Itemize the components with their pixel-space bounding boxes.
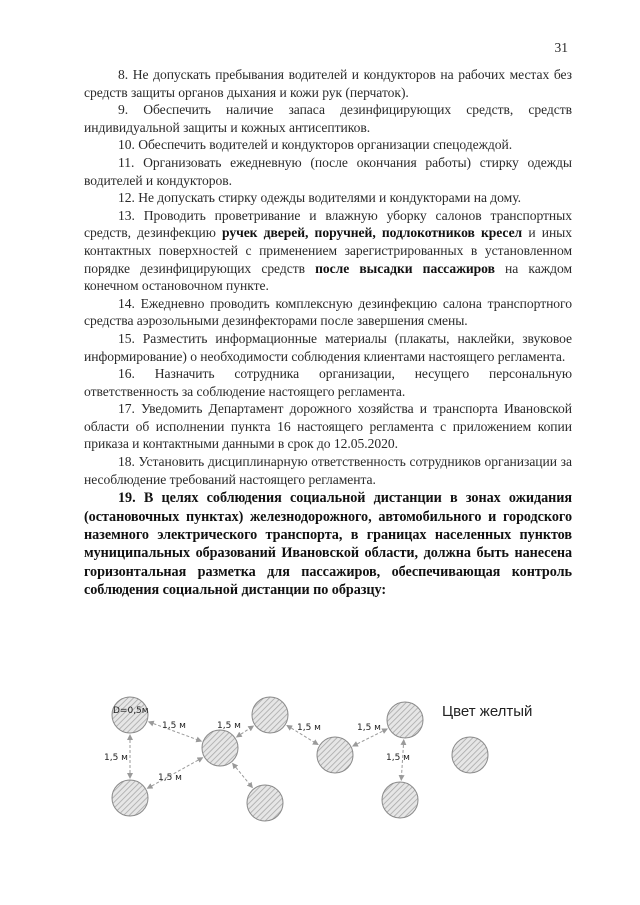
paragraph-text-segment: 17. Уведомить Департамент дорожного хозяйства и транспорта Ивановской области об исполнении пункта 16 настоящего регламента с приложением копии приказа и контактными данными в срок до 12.05.2020. <box>84 401 572 452</box>
paragraph-text-segment: ручек дверей, поручней, подлокотников кресел <box>222 225 523 241</box>
paragraph-p17 <box>84 400 572 453</box>
paragraph-text-segment: 11. Организовать ежедневную (после окончания работы) стирку одежды водителей и кондукторов. <box>84 154 572 188</box>
paragraph-p12 <box>84 189 572 207</box>
paragraph-text-segment: 15. Разместить информационные материалы (плакаты, наклейки, звуковое информирование) о необходимости соблюдения клиентами настоящего регламента. <box>84 330 572 364</box>
floor-marker-circle <box>202 730 238 766</box>
paragraph-p14 <box>84 295 572 330</box>
color-sample-marker <box>452 737 488 773</box>
paragraph-p9 <box>84 101 572 136</box>
distance-label: 1,5 м <box>357 723 381 733</box>
paragraph-text-segment: 19. В целях соблюдения социальной дистанции в зонах ожидания (остановочных пунктах) железнодорожного, автомобильного и городского наземного электрического транспорта, в границах населенных пунктов муниципальных образований Ивановской области, должна быть нанесена горизонтальная разметка для пассажиров, обеспечивающая контроль соблюдения социальной дистанции по образцу: <box>84 490 572 599</box>
paragraph-text-segment: 12. Не допускать стирку одежды водителями и кондукторами на дому. <box>118 190 521 206</box>
paragraph-p18 <box>84 453 572 488</box>
document-body <box>84 66 572 600</box>
paragraph-p19 <box>84 489 572 599</box>
paragraph-p15 <box>84 330 572 365</box>
distance-label: 1,5 м <box>104 753 128 763</box>
paragraph-p10 <box>84 136 572 154</box>
diameter-label: D=0,5м <box>113 706 149 716</box>
floor-marker-circle <box>252 697 288 733</box>
paragraph-text-segment: на каждом конечном остановочном пункте. <box>84 260 572 294</box>
distance-label: 1,5 м <box>162 721 186 731</box>
floor-marker-circle <box>317 737 353 773</box>
page-number: 31 <box>554 40 568 55</box>
paragraph-text-segment: 14. Ежедневно проводить комплексную дезинфекцию салона транспортного средства аэрозольными дезинфекторами после завершения смены. <box>84 295 572 329</box>
color-legend-label: Цвет желтый <box>442 703 533 720</box>
paragraph-p8 <box>84 66 572 101</box>
distance-label: 1,5 м <box>386 753 410 763</box>
paragraph-text-segment: после высадки пассажиров <box>315 260 495 276</box>
paragraph-text-segment: 16. Назначить сотрудника организации, несущего персональную ответственность за соблюдение настоящего регламента. <box>84 366 572 399</box>
paragraph-text-segment: 9. Обеспечить наличие запаса дезинфицирующих средств, средств индивидуальной защиты и кожных антисептиков. <box>84 102 572 135</box>
floor-marker-circle <box>387 702 423 738</box>
floor-marker-circle <box>112 780 148 816</box>
paragraph-text-segment: и иных контактных поверхностей с применением зарегистрированных в установленном порядке дезинфицирующих средств <box>84 225 573 276</box>
paragraph-text-segment: 18. Установить дисциплинарную ответственность сотрудников организации за несоблюдение требований настоящего регламента. <box>84 454 572 487</box>
distance-label: 1,5 м <box>297 723 321 733</box>
distance-label: 1,5 м <box>217 721 241 731</box>
floor-marker-circle <box>382 782 418 818</box>
paragraph-p16 <box>84 365 572 400</box>
floor-marker-circle <box>247 785 283 821</box>
paragraph-text-segment: 10. Обеспечить водителей и кондукторов организации спецодеждой. <box>118 137 513 153</box>
paragraph-text-segment: 8. Не допускать пребывания водителей и кондукторов на рабочих местах без средств защиты органов дыхания и кожи рук (перчаток). <box>84 67 572 100</box>
paragraph-p13 <box>84 207 572 295</box>
distance-label: 1,5 м <box>158 773 182 783</box>
paragraph-p11 <box>84 154 572 189</box>
paragraph-text-segment: 13. Проводить проветривание и влажную уборку салонов транспортных средств, дезинфекцию <box>84 207 572 241</box>
distance-arrow <box>233 763 253 787</box>
